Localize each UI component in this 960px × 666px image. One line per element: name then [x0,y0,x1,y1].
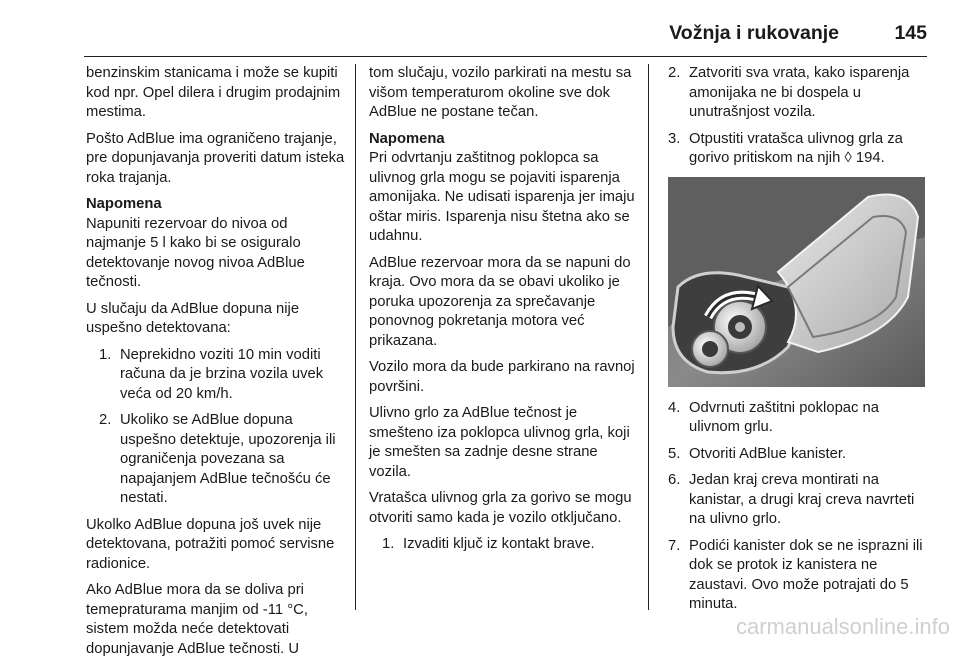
list-item [668,445,930,465]
paragraph: Ako AdBlue mora da se doliva pri temepraturama manjim od -11 °C, sistem možda neće detektovati dopunjavanje AdBlue tečnosti. U [86,582,308,657]
note-heading: Napomena [86,196,162,212]
list-item-text: Odvrnuti zaštitni poklopac na ulivnom grlu. [689,399,879,435]
list-item [99,411,348,509]
list-number: 1. [99,346,112,363]
list-item [668,130,930,169]
list-item-text: Jedan kraj creva montirati na kanistar, a drugi kraj creva navrteti na ulivno grlo. [689,472,915,527]
list-number: 4. [668,399,681,416]
column-divider-1 [355,64,356,610]
paragraph: tom slučaju, vozilo parkirati na mestu sa višom temperaturom okoline sve dok AdBlue ne postane tečan. [369,65,632,120]
paragraph: Pošto AdBlue ima ograničeno trajanje, pre dopunjavanja proveriti datum isteka roka trajanja. [86,130,345,186]
page-title: Vožnja i rukovanje [669,22,839,44]
paragraph: U slučaju da AdBlue dopuna nije uspešno detektovana: [86,300,300,336]
fuel-filler-cap-illustration-icon [668,177,925,387]
list-item [668,471,930,530]
paragraph: Ulivno grlo za AdBlue tečnost je smešteno iza poklopca ulivnog grla, koji je smešten sa zadnje desne strane vozila. [369,405,630,480]
paragraph: Vratašca ulivnog grla za gorivo se mogu otvoriti samo kada je vozilo otključano. [369,490,632,526]
numbered-list [86,346,348,509]
list-number: 6. [668,472,681,488]
numbered-list [369,535,635,555]
list-item-text: Podići kanister dok se ne isprazni ili dok se protok iz kanistera ne zaustavi. Ovo može potrajati do 5 minuta. [689,537,923,612]
note-heading: Napomena [369,130,445,147]
column-1 [86,64,348,666]
list-item-text: Ukoliko se AdBlue dopuna uspešno detektuje, upozorenja ili ograničenja povezana sa napajanjem AdBlue tečnošću će nestati. [120,412,336,506]
list-item [382,535,635,555]
paragraph: Ukolko AdBlue dopuna još uvek nije detektovana, potražiti pomoć servisne radionice. [86,516,335,572]
column-2 [369,64,635,562]
list-item-text: Neprekidno voziti 10 min voditi računa da je brzina vozila uvek veća od 20 km/h. [120,346,324,402]
column-divider-2 [648,64,649,610]
list-item-text: Otvoriti AdBlue kanister. [689,445,847,462]
paragraph: AdBlue rezervoar mora da se napuni do kraja. Ovo mora da se obavi ukoliko je poruka upozorenja za sprečavanje ponovnog pokretanja motora već prikazana. [369,254,631,349]
paragraph: benzinskim stanicama i može se kupiti kod npr. Opel dilera i drugim prodajnim mestima. [86,65,341,120]
note-text: Napuniti rezervoar do nivoa od najmanje 5 l kako bi se osiguralo detektovanje novog nivoa AdBlue tečnosti. [86,215,305,290]
list-item-text: Zatvoriti sva vrata, kako isparenja amonijaka ne bi dospela u unutrašnjost vozila. [689,65,910,120]
list-number: 7. [668,537,681,554]
list-item [668,64,930,123]
list-number: 5. [668,445,681,462]
page-reference-arrow-icon: ◊ [844,150,852,166]
list-item [668,537,930,615]
list-item-text: Izvaditi ključ iz kontakt brave. [403,536,595,552]
page-reference: 194. [855,150,885,166]
page-number: 145 [894,22,927,44]
note-text: Pri odvrtanju zaštitnog poklopca sa ulivnog grla mogu se pojaviti isparenja amonijaka. Ne udisati isparenja jer imaju oštar miris. Isparenja nisu štetna ako se udahnu. [369,150,635,244]
list-item-text: Otpustiti vratašca ulivnog grla za gorivo pritiskom na njih [689,130,903,166]
page-header [0,22,927,52]
list-number: 3. [668,130,681,147]
list-item [99,346,348,405]
watermark: carmanualsonline.info [735,614,950,639]
list-number: 1. [382,536,395,552]
list-item [668,399,930,438]
paragraph: Vozilo mora da bude parkirano na ravnoj površini. [369,359,635,395]
column-3 [668,64,930,622]
header-divider [84,56,927,57]
list-number: 2. [668,65,681,81]
list-number: 2. [99,412,112,428]
